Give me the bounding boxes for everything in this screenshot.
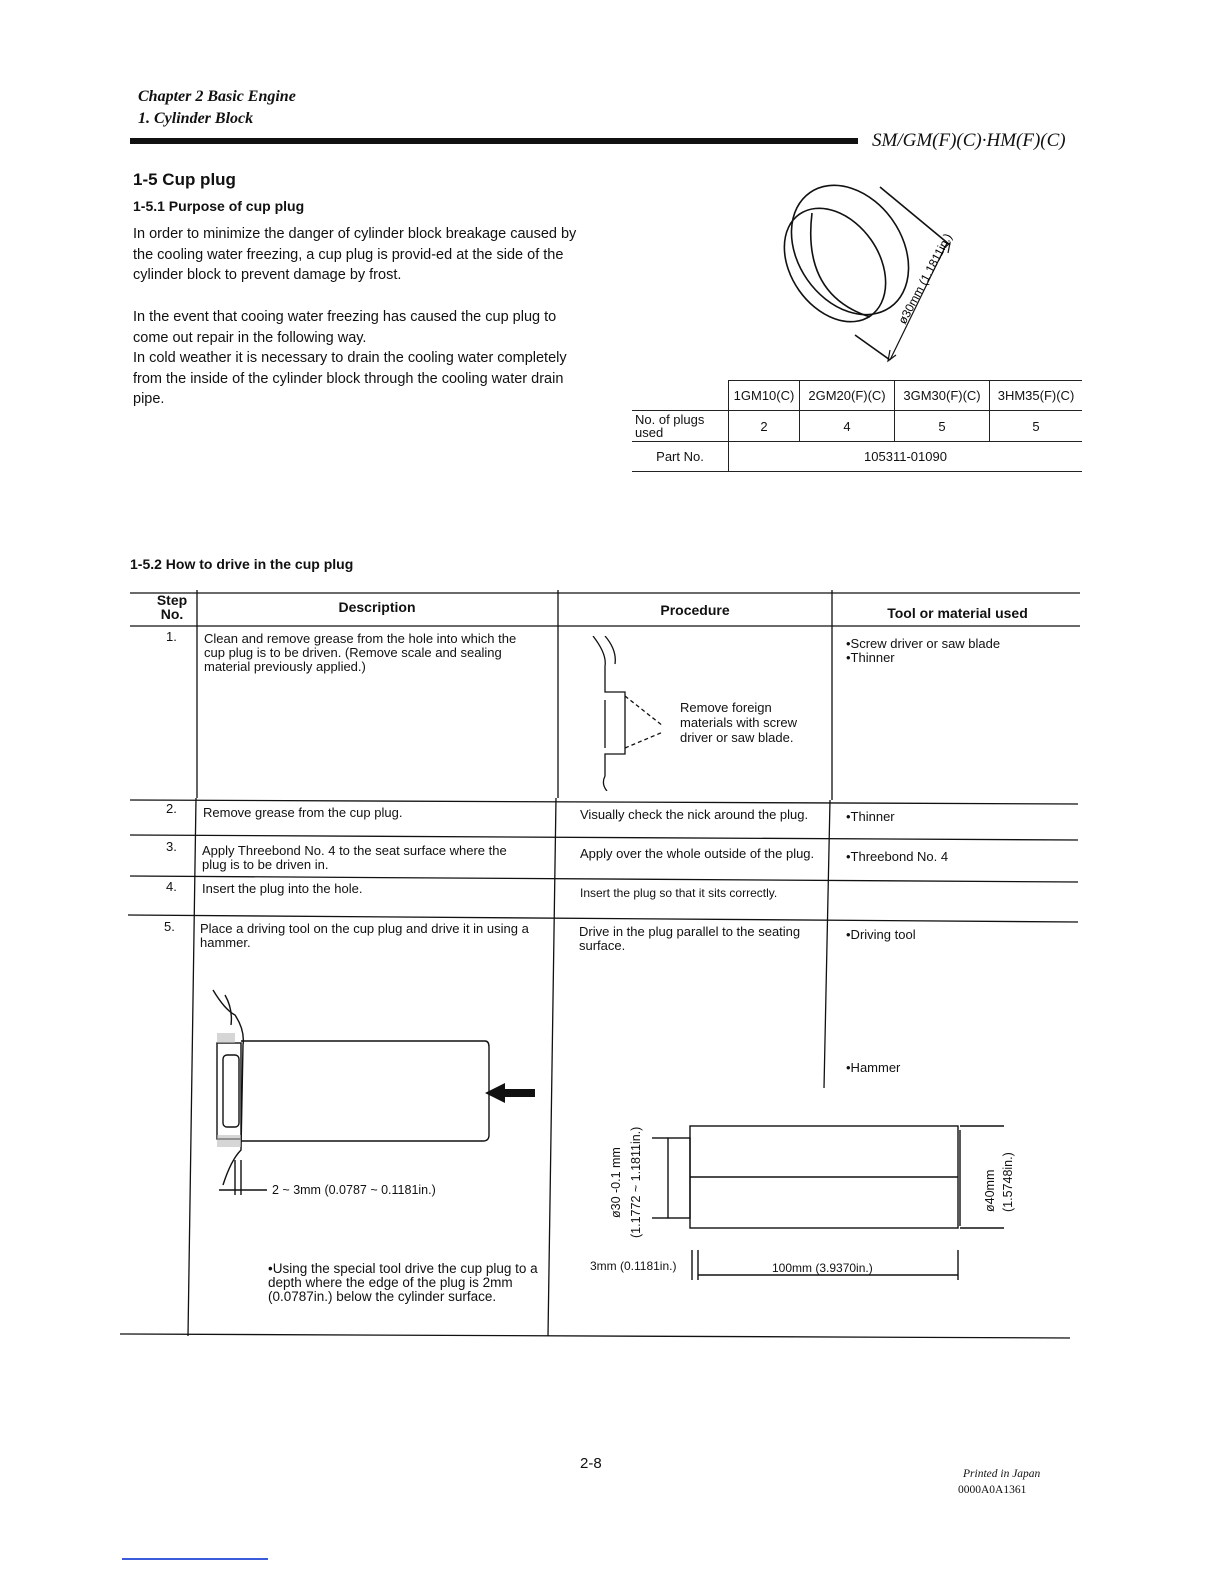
subsection-heading-2: 1-5.2 How to drive in the cup plug [130, 556, 354, 572]
step-3-number: 3. [166, 839, 177, 854]
driving-tool-illustration [205, 985, 545, 1200]
col-header-procedure: Procedure [660, 602, 730, 618]
step-5-description: Place a driving tool on the cup plug and drive it in using a hammer. [200, 921, 529, 950]
step-1-number: 1. [166, 629, 177, 644]
tool-step-length: 3mm (0.1181in.) [590, 1259, 677, 1273]
page-number: 2-8 [580, 1455, 602, 1472]
table-header-3gm30: 3GM30(F)(C) [895, 381, 990, 411]
col-header-tool: Tool or material used [887, 605, 1028, 621]
tool-right-diameter-in: (1.5748in.) [1001, 1152, 1015, 1212]
tool-body-length: 100mm (3.9370in.) [772, 1261, 873, 1275]
step-4-procedure: Insert the plug so that it sits correctly. [580, 886, 778, 900]
plugs-2gm20: 4 [800, 411, 895, 442]
row-label-part: Part No. [632, 442, 729, 472]
step-2-procedure: Visually check the nick around the plug. [580, 807, 809, 822]
tool-left-diameter: ø30 -0.1 mm [609, 1147, 623, 1218]
part-number: 105311-01090 [729, 442, 1083, 472]
paragraph-2: In the event that cooing water freezing has caused the cup plug to come out repair in the following way. [133, 309, 557, 346]
table-header-2gm20: 2GM20(F)(C) [800, 381, 895, 411]
table-header-1gm10: 1GM10(C) [729, 381, 800, 411]
step-3-description: Apply Threebond No. 4 to the seat surface where the plug is to be driven in. [202, 843, 507, 872]
step-1-hole-illustration [585, 636, 685, 791]
plugs-3hm35: 5 [990, 411, 1083, 442]
plug-diameter-label: ø30mm (1.1811in.) [895, 231, 955, 327]
step-5-procedure: Drive in the plug parallel to the seating surface. [579, 924, 801, 953]
step-1-description: Clean and remove grease from the hole into which the cup plug is to be driven. (Remove scale and sealing material previously applied.) [204, 631, 517, 674]
step-4-number: 4. [166, 879, 177, 894]
footnote-rule [122, 1558, 268, 1560]
depth-label: 2 ~ 3mm (0.0787 ~ 0.1181in.) [272, 1183, 436, 1197]
step-2-number: 2. [166, 801, 177, 816]
step-4-description: Insert the plug into the hole. [202, 881, 363, 896]
step-5-tool: •Driving tool [846, 927, 916, 942]
tool-right-diameter: ø40mm [983, 1169, 997, 1212]
document-code: 0000A0A1361 [958, 1484, 1027, 1496]
paragraph-3: In cold weather it is necessary to drain the cooling water completely from the inside of the cylinder block through the cooling water drain pipe. [133, 350, 567, 407]
step-2-description: Remove grease from the cup plug. [203, 805, 403, 820]
paragraph-1: In order to minimize the danger of cylinder block breakage caused by the cooling water freezing, a cup plug is provid-ed at the side of the cylinder block to prevent damage by frost. [133, 226, 577, 283]
plugs-3gm30: 5 [895, 411, 990, 442]
step-3-procedure: Apply over the whole outside of the plug. [580, 846, 815, 861]
row-label-plugs: No. of plugs used [632, 411, 729, 442]
step-3-tool: •Threebond No. 4 [846, 849, 949, 864]
chapter-title: Chapter 2 Basic Engine [138, 88, 296, 105]
step-5-note: •Using the special tool drive the cup plug to a depth where the edge of the plug is 2mm (0.0787in.) below the cylinder surface. [268, 1261, 538, 1304]
printed-in-japan: Printed in Japan [963, 1468, 1041, 1480]
col-header-step: Step No. [156, 592, 188, 622]
section-heading: 1-5 Cup plug [133, 170, 236, 189]
step-2-tool: •Thinner [846, 809, 895, 824]
subsection-heading: 1-5.1 Purpose of cup plug [133, 198, 305, 214]
col-header-description: Description [338, 599, 416, 615]
model-label: SM/GM(F)(C)·HM(F)(C) [872, 130, 1066, 151]
plugs-1gm10: 2 [729, 411, 800, 442]
section-title: 1. Cylinder Block [138, 110, 254, 127]
table-header-3hm35: 3HM35(F)(C) [990, 381, 1083, 411]
tool-left-diameter-in: (1.1772 ~ 1.1811in.) [629, 1126, 643, 1238]
step-1-tool: •Screw driver or saw blade •Thinner [846, 636, 1001, 665]
step-5-number: 5. [164, 919, 175, 934]
step-1-procedure: Remove foreign materials with screw driver or saw blade. [680, 700, 798, 745]
step-5-tool-2: •Hammer [846, 1060, 901, 1075]
